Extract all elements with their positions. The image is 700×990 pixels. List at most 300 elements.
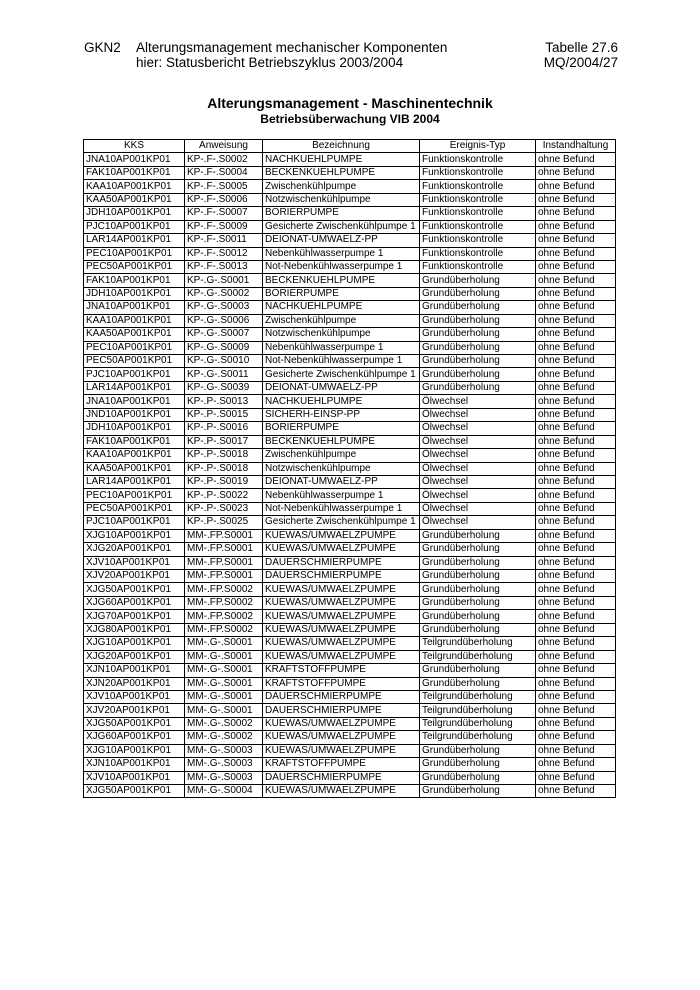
cell-anweisung: KP-.F-.S0012	[185, 247, 263, 260]
cell-kks: KAA50AP001KP01	[84, 193, 185, 206]
cell-anweisung: KP-.P-.S0018	[185, 449, 263, 462]
cell-anweisung: KP-.F-.S0004	[185, 166, 263, 179]
header-line-2: hier: Statusbericht Betriebszyklus 2003/2004	[136, 55, 404, 70]
cell-bezeichnung: DEIONAT-UMWAELZ-PP	[263, 381, 420, 394]
cell-instandhaltung: ohne Befund	[536, 556, 616, 569]
cell-instandhaltung: ohne Befund	[536, 785, 616, 798]
cell-ereignis-typ: Funktionskontrolle	[420, 193, 536, 206]
cell-ereignis-typ: Grundüberholung	[420, 341, 536, 354]
table-row	[84, 475, 616, 488]
cell-anweisung: MM-.G-.S0001	[185, 677, 263, 690]
cell-anweisung: KP-.P-.S0019	[185, 475, 263, 488]
cell-bezeichnung: KUEWAS/UMWAELZPUMPE	[263, 596, 420, 609]
cell-bezeichnung: Gesicherte Zwischenkühlpumpe 1	[263, 368, 420, 381]
table-row	[84, 677, 616, 690]
cell-kks: XJV10AP001KP01	[84, 690, 185, 703]
cell-kks: PEC10AP001KP01	[84, 341, 185, 354]
cell-ereignis-typ: Grundüberholung	[420, 314, 536, 327]
cell-anweisung: MM-.FP.S0001	[185, 529, 263, 542]
cell-instandhaltung: ohne Befund	[536, 570, 616, 583]
cell-instandhaltung: ohne Befund	[536, 193, 616, 206]
table-row	[84, 717, 616, 730]
cell-ereignis-typ: Grundüberholung	[420, 529, 536, 542]
cell-ereignis-typ: Grundüberholung	[420, 677, 536, 690]
cell-anweisung: KP-.G-.S0003	[185, 301, 263, 314]
header-spacer	[84, 55, 136, 70]
cell-kks: PEC50AP001KP01	[84, 260, 185, 273]
cell-instandhaltung: ohne Befund	[536, 395, 616, 408]
table-row	[84, 260, 616, 273]
cell-instandhaltung: ohne Befund	[536, 408, 616, 421]
cell-bezeichnung: DAUERSCHMIERPUMPE	[263, 704, 420, 717]
table-row	[84, 610, 616, 623]
cell-instandhaltung: ohne Befund	[536, 610, 616, 623]
cell-instandhaltung: ohne Befund	[536, 287, 616, 300]
cell-anweisung: KP-.P-.S0016	[185, 422, 263, 435]
cell-anweisung: KP-.G-.S0001	[185, 274, 263, 287]
cell-ereignis-typ: Funktionskontrolle	[420, 166, 536, 179]
cell-instandhaltung: ohne Befund	[536, 516, 616, 529]
cell-kks: PEC50AP001KP01	[84, 355, 185, 368]
cell-bezeichnung: Gesicherte Zwischenkühlpumpe 1	[263, 516, 420, 529]
cell-instandhaltung: ohne Befund	[536, 529, 616, 542]
cell-kks: XJG50AP001KP01	[84, 583, 185, 596]
cell-anweisung: KP-.F-.S0007	[185, 207, 263, 220]
cell-instandhaltung: ohne Befund	[536, 153, 616, 166]
cell-instandhaltung: ohne Befund	[536, 166, 616, 179]
cell-anweisung: MM-.G-.S0003	[185, 744, 263, 757]
cell-ereignis-typ: Funktionskontrolle	[420, 247, 536, 260]
cell-ereignis-typ: Funktionskontrolle	[420, 220, 536, 233]
cell-kks: JDH10AP001KP01	[84, 287, 185, 300]
cell-ereignis-typ: Teilgrundüberholung	[420, 650, 536, 663]
cell-kks: LAR14AP001KP01	[84, 234, 185, 247]
cell-ereignis-typ: Teilgrundüberholung	[420, 731, 536, 744]
table-row	[84, 704, 616, 717]
cell-ereignis-typ: Ölwechsel	[420, 435, 536, 448]
table-body	[84, 153, 616, 798]
table-row	[84, 395, 616, 408]
cell-kks: XJG20AP001KP01	[84, 650, 185, 663]
cell-anweisung: KP-.G-.S0039	[185, 381, 263, 394]
cell-anweisung: MM-.G-.S0001	[185, 664, 263, 677]
cell-anweisung: MM-.G-.S0004	[185, 785, 263, 798]
table-row	[84, 314, 616, 327]
cell-ereignis-typ: Grundüberholung	[420, 610, 536, 623]
cell-kks: FAK10AP001KP01	[84, 435, 185, 448]
table-row	[84, 207, 616, 220]
cell-instandhaltung: ohne Befund	[536, 449, 616, 462]
cell-anweisung: MM-.G-.S0002	[185, 731, 263, 744]
cell-ereignis-typ: Ölwechsel	[420, 422, 536, 435]
cell-kks: XJV10AP001KP01	[84, 556, 185, 569]
table-row	[84, 637, 616, 650]
cell-kks: PJC10AP001KP01	[84, 220, 185, 233]
cell-bezeichnung: DEIONAT-UMWAELZ-PP	[263, 234, 420, 247]
cell-bezeichnung: BORIERPUMPE	[263, 207, 420, 220]
cell-anweisung: KP-.G-.S0002	[185, 287, 263, 300]
table-row	[84, 368, 616, 381]
cell-bezeichnung: BECKENKUEHLPUMPE	[263, 435, 420, 448]
cell-bezeichnung: KUEWAS/UMWAELZPUMPE	[263, 543, 420, 556]
cell-bezeichnung: KUEWAS/UMWAELZPUMPE	[263, 610, 420, 623]
table-row	[84, 623, 616, 636]
cell-instandhaltung: ohne Befund	[536, 368, 616, 381]
cell-bezeichnung: Zwischenkühlpumpe	[263, 180, 420, 193]
cell-kks: PEC10AP001KP01	[84, 247, 185, 260]
cell-instandhaltung: ohne Befund	[536, 489, 616, 502]
cell-bezeichnung: NACHKUEHLPUMPE	[263, 395, 420, 408]
cell-instandhaltung: ohne Befund	[536, 502, 616, 515]
cell-ereignis-typ: Grundüberholung	[420, 583, 536, 596]
cell-ereignis-typ: Grundüberholung	[420, 570, 536, 583]
table-row	[84, 287, 616, 300]
cell-ereignis-typ: Grundüberholung	[420, 543, 536, 556]
cell-ereignis-typ: Grundüberholung	[420, 744, 536, 757]
table-row	[84, 193, 616, 206]
cell-ereignis-typ: Grundüberholung	[420, 381, 536, 394]
cell-ereignis-typ: Teilgrundüberholung	[420, 637, 536, 650]
cell-anweisung: KP-.G-.S0007	[185, 328, 263, 341]
table-row	[84, 543, 616, 556]
cell-kks: XJG60AP001KP01	[84, 596, 185, 609]
table-row	[84, 690, 616, 703]
cell-anweisung: MM-.FP.S0001	[185, 570, 263, 583]
cell-kks: XJG80AP001KP01	[84, 623, 185, 636]
cell-instandhaltung: ohne Befund	[536, 583, 616, 596]
cell-kks: PEC10AP001KP01	[84, 489, 185, 502]
cell-ereignis-typ: Grundüberholung	[420, 771, 536, 784]
cell-kks: PJC10AP001KP01	[84, 516, 185, 529]
cell-bezeichnung: DAUERSCHMIERPUMPE	[263, 771, 420, 784]
table-header-row	[84, 140, 616, 153]
cell-instandhaltung: ohne Befund	[536, 731, 616, 744]
cell-instandhaltung: ohne Befund	[536, 260, 616, 273]
cell-ereignis-typ: Grundüberholung	[420, 328, 536, 341]
cell-ereignis-typ: Funktionskontrolle	[420, 153, 536, 166]
table-row	[84, 274, 616, 287]
table-row	[84, 596, 616, 609]
cell-anweisung: MM-.FP.S0002	[185, 623, 263, 636]
cell-ereignis-typ: Grundüberholung	[420, 664, 536, 677]
cell-anweisung: MM-.FP.S0002	[185, 610, 263, 623]
cell-instandhaltung: ohne Befund	[536, 758, 616, 771]
cell-anweisung: KP-.P-.S0025	[185, 516, 263, 529]
cell-anweisung: MM-.FP.S0001	[185, 556, 263, 569]
cell-bezeichnung: DAUERSCHMIERPUMPE	[263, 570, 420, 583]
cell-kks: XJG10AP001KP01	[84, 529, 185, 542]
cell-instandhaltung: ohne Befund	[536, 314, 616, 327]
cell-anweisung: MM-.G-.S0001	[185, 637, 263, 650]
cell-ereignis-typ: Grundüberholung	[420, 274, 536, 287]
cell-ereignis-typ: Teilgrundüberholung	[420, 690, 536, 703]
cell-bezeichnung: KUEWAS/UMWAELZPUMPE	[263, 717, 420, 730]
cell-ereignis-typ: Ölwechsel	[420, 408, 536, 421]
table-row	[84, 583, 616, 596]
status-table	[83, 139, 616, 798]
cell-kks: PEC50AP001KP01	[84, 502, 185, 515]
cell-ereignis-typ: Funktionskontrolle	[420, 234, 536, 247]
cell-instandhaltung: ohne Befund	[536, 650, 616, 663]
cell-anweisung: KP-.F-.S0011	[185, 234, 263, 247]
cell-kks: XJN20AP001KP01	[84, 677, 185, 690]
cell-bezeichnung: KUEWAS/UMWAELZPUMPE	[263, 529, 420, 542]
table-row	[84, 435, 616, 448]
cell-instandhaltung: ohne Befund	[536, 475, 616, 488]
cell-bezeichnung: Gesicherte Zwischenkühlpumpe 1	[263, 220, 420, 233]
table-row	[84, 664, 616, 677]
column-header-anweisung: Anweisung	[185, 140, 263, 153]
column-header-kks: KKS	[84, 140, 185, 153]
table-row	[84, 166, 616, 179]
cell-anweisung: KP-.F-.S0002	[185, 153, 263, 166]
column-header-bezeichnung: Bezeichnung	[263, 140, 420, 153]
cell-ereignis-typ: Ölwechsel	[420, 502, 536, 515]
cell-bezeichnung: BECKENKUEHLPUMPE	[263, 274, 420, 287]
cell-kks: XJN10AP001KP01	[84, 664, 185, 677]
cell-bezeichnung: DAUERSCHMIERPUMPE	[263, 690, 420, 703]
cell-kks: FAK10AP001KP01	[84, 274, 185, 287]
cell-anweisung: MM-.G-.S0003	[185, 771, 263, 784]
cell-anweisung: KP-.F-.S0005	[185, 180, 263, 193]
cell-bezeichnung: Zwischenkühlpumpe	[263, 314, 420, 327]
cell-kks: KAA50AP001KP01	[84, 462, 185, 475]
cell-anweisung: MM-.G-.S0001	[185, 704, 263, 717]
cell-kks: XJG50AP001KP01	[84, 785, 185, 798]
cell-kks: XJV20AP001KP01	[84, 570, 185, 583]
cell-kks: LAR14AP001KP01	[84, 381, 185, 394]
table-row	[84, 381, 616, 394]
cell-anweisung: KP-.P-.S0013	[185, 395, 263, 408]
table-row	[84, 516, 616, 529]
cell-bezeichnung: KUEWAS/UMWAELZPUMPE	[263, 785, 420, 798]
page-title: Alterungsmanagement - Maschinentechnik	[207, 95, 493, 111]
cell-instandhaltung: ohne Befund	[536, 462, 616, 475]
cell-instandhaltung: ohne Befund	[536, 355, 616, 368]
cell-kks: XJG60AP001KP01	[84, 731, 185, 744]
cell-kks: PJC10AP001KP01	[84, 368, 185, 381]
cell-ereignis-typ: Grundüberholung	[420, 623, 536, 636]
header-line-1: Alterungsmanagement mechanischer Komponenten	[136, 40, 448, 55]
table-row	[84, 489, 616, 502]
cell-instandhaltung: ohne Befund	[536, 234, 616, 247]
cell-kks: XJG20AP001KP01	[84, 543, 185, 556]
title-block	[0, 95, 700, 126]
cell-instandhaltung: ohne Befund	[536, 328, 616, 341]
cell-bezeichnung: KUEWAS/UMWAELZPUMPE	[263, 583, 420, 596]
cell-ereignis-typ: Grundüberholung	[420, 785, 536, 798]
cell-ereignis-typ: Ölwechsel	[420, 395, 536, 408]
column-header-ereignis-typ: Ereignis-Typ	[420, 140, 536, 153]
cell-anweisung: KP-.P-.S0018	[185, 462, 263, 475]
cell-bezeichnung: NACHKUEHLPUMPE	[263, 153, 420, 166]
column-header-instandhaltung: Instandhaltung	[536, 140, 616, 153]
cell-bezeichnung: Not-Nebenkühlwasserpumpe 1	[263, 502, 420, 515]
cell-bezeichnung: BORIERPUMPE	[263, 287, 420, 300]
table-number: Tabelle 27.6	[545, 40, 618, 55]
cell-kks: LAR14AP001KP01	[84, 475, 185, 488]
cell-bezeichnung: KUEWAS/UMWAELZPUMPE	[263, 744, 420, 757]
cell-kks: JDH10AP001KP01	[84, 207, 185, 220]
cell-bezeichnung: Notzwischenkühlpumpe	[263, 193, 420, 206]
cell-instandhaltung: ohne Befund	[536, 274, 616, 287]
cell-bezeichnung: KUEWAS/UMWAELZPUMPE	[263, 623, 420, 636]
cell-bezeichnung: Nebenkühlwasserpumpe 1	[263, 247, 420, 260]
cell-bezeichnung: Notzwischenkühlpumpe	[263, 462, 420, 475]
cell-ereignis-typ: Funktionskontrolle	[420, 180, 536, 193]
cell-ereignis-typ: Grundüberholung	[420, 758, 536, 771]
document-number: MQ/2004/27	[543, 55, 618, 70]
table-row	[84, 556, 616, 569]
cell-instandhaltung: ohne Befund	[536, 677, 616, 690]
cell-bezeichnung: Nebenkühlwasserpumpe 1	[263, 489, 420, 502]
table-row	[84, 758, 616, 771]
cell-anweisung: MM-.G-.S0001	[185, 650, 263, 663]
table-row	[84, 771, 616, 784]
cell-kks: JDH10AP001KP01	[84, 422, 185, 435]
cell-bezeichnung: KUEWAS/UMWAELZPUMPE	[263, 637, 420, 650]
cell-ereignis-typ: Grundüberholung	[420, 556, 536, 569]
cell-instandhaltung: ohne Befund	[536, 180, 616, 193]
table-row	[84, 744, 616, 757]
cell-ereignis-typ: Ölwechsel	[420, 516, 536, 529]
cell-kks: XJG10AP001KP01	[84, 744, 185, 757]
cell-anweisung: MM-.G-.S0002	[185, 717, 263, 730]
cell-ereignis-typ: Grundüberholung	[420, 355, 536, 368]
table-row	[84, 247, 616, 260]
cell-anweisung: KP-.G-.S0009	[185, 341, 263, 354]
table-row	[84, 328, 616, 341]
cell-bezeichnung: KRAFTSTOFFPUMPE	[263, 677, 420, 690]
cell-anweisung: MM-.FP.S0002	[185, 596, 263, 609]
table-row	[84, 301, 616, 314]
cell-instandhaltung: ohne Befund	[536, 717, 616, 730]
table-row	[84, 234, 616, 247]
cell-anweisung: MM-.G-.S0001	[185, 690, 263, 703]
cell-bezeichnung: BECKENKUEHLPUMPE	[263, 166, 420, 179]
page-header	[84, 40, 618, 70]
plant-name: GKN2	[84, 40, 121, 55]
cell-ereignis-typ: Funktionskontrolle	[420, 260, 536, 273]
cell-instandhaltung: ohne Befund	[536, 596, 616, 609]
cell-kks: KAA10AP001KP01	[84, 180, 185, 193]
cell-instandhaltung: ohne Befund	[536, 664, 616, 677]
cell-instandhaltung: ohne Befund	[536, 207, 616, 220]
table-row	[84, 408, 616, 421]
cell-ereignis-typ: Grundüberholung	[420, 596, 536, 609]
table-row	[84, 785, 616, 798]
cell-instandhaltung: ohne Befund	[536, 637, 616, 650]
cell-instandhaltung: ohne Befund	[536, 422, 616, 435]
cell-kks: XJV10AP001KP01	[84, 771, 185, 784]
cell-bezeichnung: Nebenkühlwasserpumpe 1	[263, 341, 420, 354]
cell-kks: XJN10AP001KP01	[84, 758, 185, 771]
cell-anweisung: KP-.F-.S0009	[185, 220, 263, 233]
cell-kks: JNA10AP001KP01	[84, 153, 185, 166]
cell-kks: XJG50AP001KP01	[84, 717, 185, 730]
cell-bezeichnung: Not-Nebenkühlwasserpumpe 1	[263, 260, 420, 273]
table-row	[84, 153, 616, 166]
cell-instandhaltung: ohne Befund	[536, 341, 616, 354]
cell-bezeichnung: NACHKUEHLPUMPE	[263, 301, 420, 314]
cell-ereignis-typ: Ölwechsel	[420, 449, 536, 462]
cell-bezeichnung: Zwischenkühlpumpe	[263, 449, 420, 462]
cell-bezeichnung: KRAFTSTOFFPUMPE	[263, 758, 420, 771]
cell-kks: JNA10AP001KP01	[84, 301, 185, 314]
table-row	[84, 355, 616, 368]
cell-anweisung: KP-.F-.S0013	[185, 260, 263, 273]
cell-kks: XJG70AP001KP01	[84, 610, 185, 623]
cell-kks: JND10AP001KP01	[84, 408, 185, 421]
cell-kks: KAA50AP001KP01	[84, 328, 185, 341]
cell-instandhaltung: ohne Befund	[536, 435, 616, 448]
cell-anweisung: MM-.FP.S0002	[185, 583, 263, 596]
cell-bezeichnung: Not-Nebenkühlwasserpumpe 1	[263, 355, 420, 368]
cell-kks: XJV20AP001KP01	[84, 704, 185, 717]
cell-bezeichnung: KRAFTSTOFFPUMPE	[263, 664, 420, 677]
cell-kks: KAA10AP001KP01	[84, 449, 185, 462]
table-row	[84, 449, 616, 462]
cell-ereignis-typ: Grundüberholung	[420, 368, 536, 381]
cell-instandhaltung: ohne Befund	[536, 381, 616, 394]
cell-instandhaltung: ohne Befund	[536, 247, 616, 260]
table-row	[84, 180, 616, 193]
cell-anweisung: KP-.P-.S0022	[185, 489, 263, 502]
cell-anweisung: MM-.G-.S0003	[185, 758, 263, 771]
cell-bezeichnung: KUEWAS/UMWAELZPUMPE	[263, 650, 420, 663]
cell-bezeichnung: KUEWAS/UMWAELZPUMPE	[263, 731, 420, 744]
cell-instandhaltung: ohne Befund	[536, 744, 616, 757]
cell-ereignis-typ: Ölwechsel	[420, 475, 536, 488]
table-row	[84, 341, 616, 354]
cell-anweisung: KP-.P-.S0017	[185, 435, 263, 448]
cell-anweisung: KP-.G-.S0011	[185, 368, 263, 381]
cell-ereignis-typ: Grundüberholung	[420, 287, 536, 300]
cell-anweisung: KP-.P-.S0023	[185, 502, 263, 515]
cell-bezeichnung: SICHERH-EINSP-PP	[263, 408, 420, 421]
cell-ereignis-typ: Funktionskontrolle	[420, 207, 536, 220]
cell-anweisung: KP-.P-.S0015	[185, 408, 263, 421]
cell-instandhaltung: ohne Befund	[536, 690, 616, 703]
table-row	[84, 650, 616, 663]
table-row	[84, 731, 616, 744]
cell-instandhaltung: ohne Befund	[536, 543, 616, 556]
table-row	[84, 502, 616, 515]
cell-anweisung: KP-.G-.S0006	[185, 314, 263, 327]
cell-anweisung: MM-.FP.S0001	[185, 543, 263, 556]
cell-anweisung: KP-.F-.S0006	[185, 193, 263, 206]
cell-bezeichnung: DEIONAT-UMWAELZ-PP	[263, 475, 420, 488]
cell-instandhaltung: ohne Befund	[536, 771, 616, 784]
table-row	[84, 462, 616, 475]
cell-kks: XJG10AP001KP01	[84, 637, 185, 650]
cell-bezeichnung: BORIERPUMPE	[263, 422, 420, 435]
cell-kks: JNA10AP001KP01	[84, 395, 185, 408]
cell-ereignis-typ: Grundüberholung	[420, 301, 536, 314]
cell-ereignis-typ: Ölwechsel	[420, 462, 536, 475]
cell-instandhaltung: ohne Befund	[536, 301, 616, 314]
cell-instandhaltung: ohne Befund	[536, 623, 616, 636]
table-row	[84, 570, 616, 583]
cell-ereignis-typ: Teilgrundüberholung	[420, 704, 536, 717]
cell-anweisung: KP-.G-.S0010	[185, 355, 263, 368]
page-subtitle: Betriebsüberwachung VIB 2004	[260, 112, 440, 126]
cell-bezeichnung: DAUERSCHMIERPUMPE	[263, 556, 420, 569]
table-row	[84, 529, 616, 542]
cell-bezeichnung: Notzwischenkühlpumpe	[263, 328, 420, 341]
cell-instandhaltung: ohne Befund	[536, 220, 616, 233]
cell-ereignis-typ: Ölwechsel	[420, 489, 536, 502]
